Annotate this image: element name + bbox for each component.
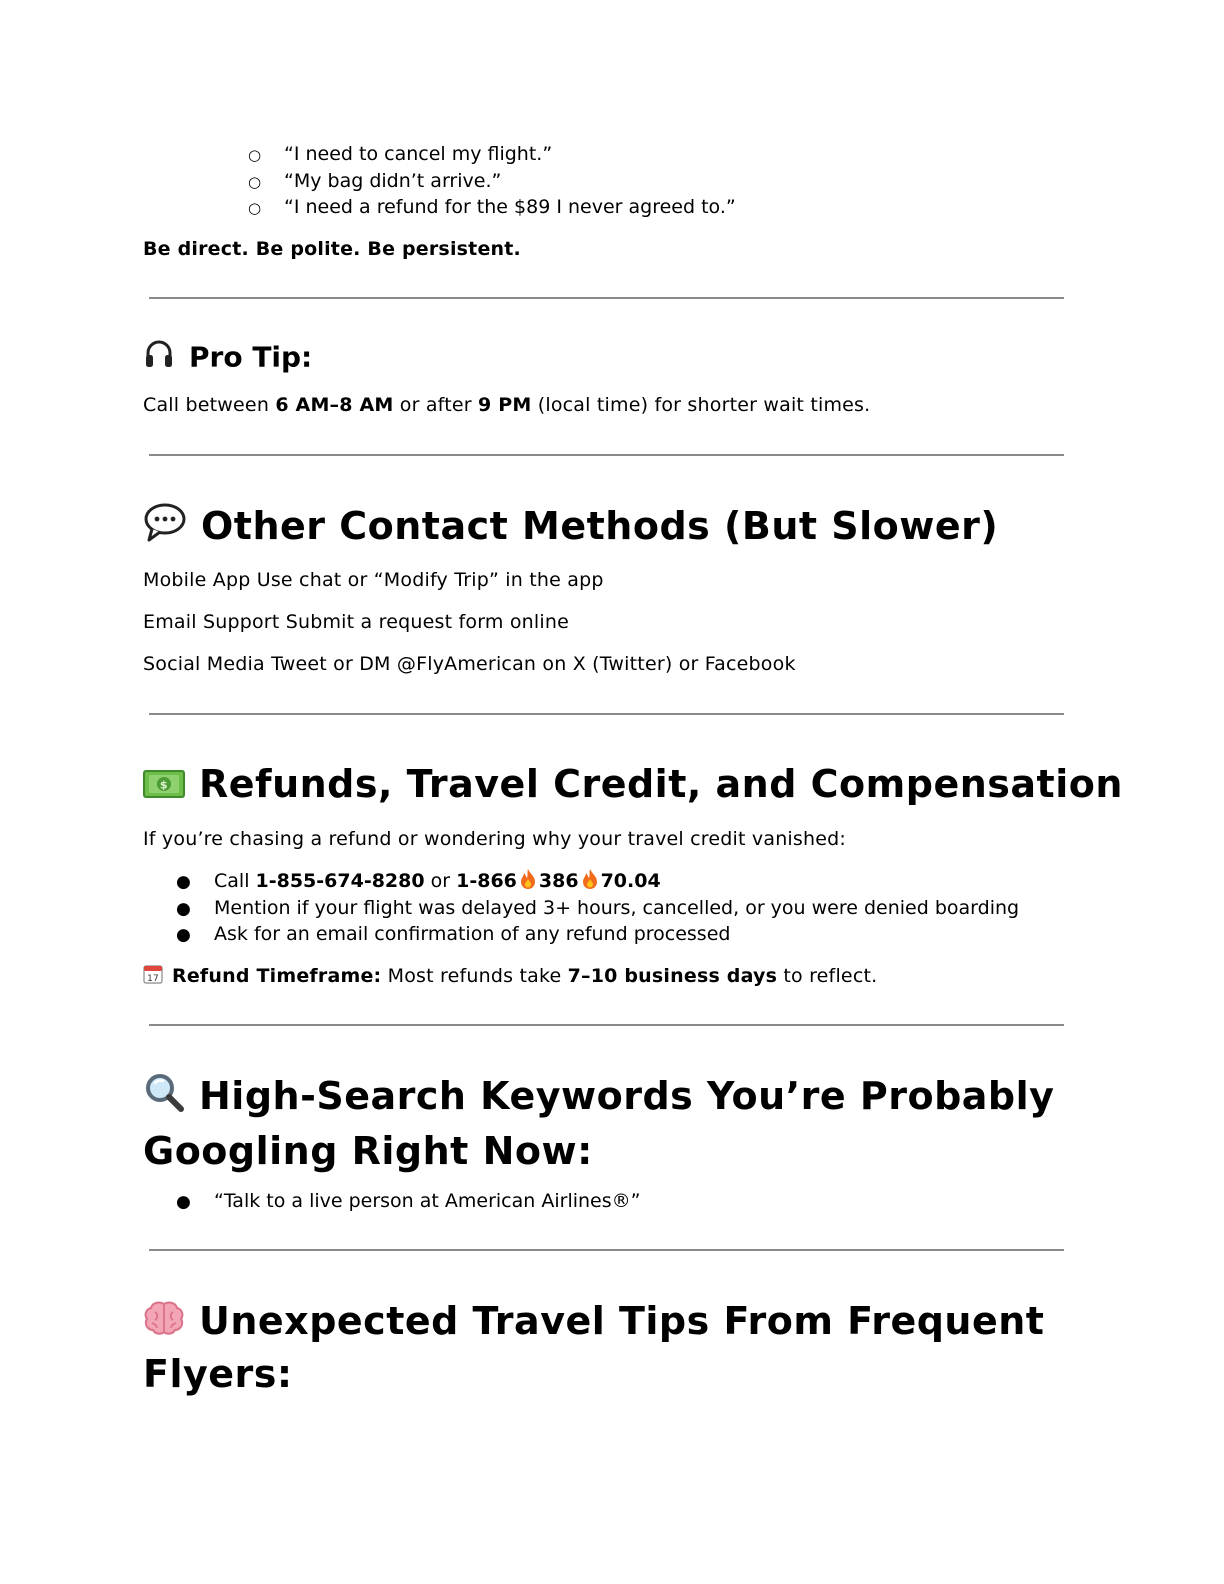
svg-text:17: 17 <box>147 974 159 984</box>
list-bullet: ● <box>176 872 191 892</box>
fire-icon <box>518 868 538 897</box>
section-heading <box>143 338 312 379</box>
text-run: to reflect. <box>777 965 878 987</box>
text-run: Call <box>214 870 256 892</box>
calendar-icon <box>143 964 163 991</box>
pro-tip-heading: Pro Tip: <box>189 340 313 374</box>
section-heading <box>143 1296 1143 1400</box>
keyword-text: “Talk to a live person at American Airlines®” <box>214 1190 641 1212</box>
list-item <box>176 921 730 948</box>
text-run: Most refunds take <box>381 965 568 987</box>
text-run: or <box>424 870 457 892</box>
text-run: Call between <box>143 394 276 416</box>
dollar-banknote-icon <box>143 761 185 812</box>
text-run: or after <box>393 394 479 416</box>
divider <box>149 1024 1064 1026</box>
timeframe-days: 7–10 business days <box>567 965 778 987</box>
refunds-intro: If you’re chasing a refund or wondering why your travel credit vanished: <box>143 828 847 850</box>
other-contact-heading: Other Contact Methods (But Slower) <box>201 504 999 548</box>
divider <box>149 1249 1064 1251</box>
fire-icon <box>580 868 600 897</box>
contact-method-line: Email Support Submit a request form online <box>143 611 569 633</box>
speech-bubble-icon <box>143 501 187 556</box>
magnifier-icon <box>143 1071 185 1126</box>
refund-timeframe <box>143 963 877 991</box>
divider <box>149 713 1064 715</box>
pro-tip-text <box>143 392 870 418</box>
keywords-heading-line-2: Googling Right Now: <box>143 1129 593 1173</box>
section-heading <box>143 1071 1143 1177</box>
tips-heading-line-1: Unexpected Travel Tips From Frequent <box>199 1299 1045 1343</box>
list-bullet: ○ <box>248 199 262 217</box>
phone-number-part: 1-866 <box>456 870 517 892</box>
contact-method-line: Mobile App Use chat or “Modify Trip” in the app <box>143 569 604 591</box>
divider <box>149 297 1064 299</box>
text-run: (local time) for shorter wait times. <box>531 394 871 416</box>
list-item <box>176 895 1019 922</box>
list-bullet: ○ <box>248 173 262 191</box>
timeframe-label: Refund Timeframe: <box>172 965 382 987</box>
list-item <box>176 868 661 897</box>
phone-number-part: 386 <box>538 870 579 892</box>
list-bullet: ● <box>176 925 191 945</box>
list-bullet: ○ <box>248 146 262 164</box>
tips-heading-line-2: Flyers: <box>143 1352 293 1396</box>
section-heading <box>143 759 1123 812</box>
list-item-text: Mention if your flight was delayed 3+ hours, cancelled, or you were denied boarding <box>214 897 1020 919</box>
phone-number: 1-855-674-8280 <box>255 870 425 892</box>
contact-method-line: Social Media Tweet or DM @FlyAmerican on X (Twitter) or Facebook <box>143 653 796 675</box>
list-item <box>248 194 736 221</box>
list-bullet: ● <box>176 1192 191 1212</box>
quote-text: “I need to cancel my flight.” <box>284 143 553 165</box>
refunds-heading: Refunds, Travel Credit, and Compensation <box>199 762 1123 806</box>
list-bullet: ● <box>176 899 191 919</box>
keywords-heading-line-1: High-Search Keywords You’re Probably <box>199 1074 1055 1118</box>
svg-text:$: $ <box>159 778 169 792</box>
phone-number-part: 70.04 <box>600 870 661 892</box>
call-window-morning: 6 AM–8 AM <box>275 394 394 416</box>
list-item <box>248 168 501 195</box>
closing-line: Be direct. Be polite. Be persistent. <box>143 238 521 260</box>
headphones-icon <box>143 338 175 379</box>
list-item <box>176 1188 640 1215</box>
list-item <box>248 141 552 168</box>
call-window-evening: 9 PM <box>478 394 532 416</box>
brain-icon <box>143 1298 185 1349</box>
quote-text: “I need a refund for the $89 I never agreed to.” <box>284 196 736 218</box>
section-heading <box>143 501 998 556</box>
quote-text: “My bag didn’t arrive.” <box>284 170 502 192</box>
divider <box>149 454 1064 456</box>
list-item-text: Ask for an email confirmation of any refund processed <box>214 923 731 945</box>
